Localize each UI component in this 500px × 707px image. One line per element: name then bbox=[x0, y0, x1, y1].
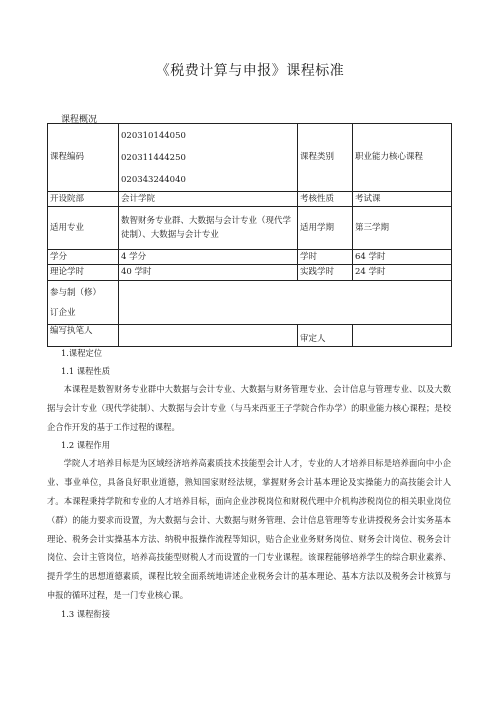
table-row bbox=[48, 281, 452, 325]
course-code: 020343244040 bbox=[121, 174, 186, 185]
term-label: 适用学期 bbox=[298, 207, 353, 250]
code-values bbox=[119, 124, 298, 192]
category-label: 课程类别 bbox=[298, 124, 353, 192]
course-overview-table bbox=[47, 123, 452, 347]
course-code: 020310144050 bbox=[121, 130, 186, 141]
table-row bbox=[48, 250, 452, 265]
major-value: 数智财务专业群、大数据与会计专业（现代学徒制）、大数据与会计专业 bbox=[119, 207, 298, 250]
participant-label bbox=[48, 281, 119, 325]
reviewer-label: 审定人 bbox=[298, 325, 353, 347]
dept-value: 会计学院 bbox=[119, 192, 298, 207]
table-row bbox=[48, 207, 452, 250]
participant-label-line: 参与制（修） bbox=[50, 287, 102, 298]
section-heading: 1.3 课程衔接 bbox=[61, 608, 111, 619]
term-value: 第三学期 bbox=[353, 207, 452, 250]
section-heading: 1.课程定位 bbox=[61, 348, 103, 358]
table-row bbox=[48, 265, 452, 281]
major-label: 适用专业 bbox=[48, 207, 119, 250]
credit-label: 学分 bbox=[48, 250, 119, 265]
participant-value bbox=[119, 281, 452, 325]
hours-value: 64 学时 bbox=[353, 250, 452, 265]
category-value: 职业能力核心课程 bbox=[353, 124, 452, 192]
dept-label: 开设院部 bbox=[48, 192, 119, 207]
overview-label: 课程概况 bbox=[61, 115, 98, 125]
theory-value: 40 学时 bbox=[119, 265, 298, 281]
practice-label: 实践学时 bbox=[298, 265, 353, 281]
section-heading: 1.1 课程性质 bbox=[61, 366, 111, 376]
paragraph: 学院人才培养目标是为区域经济培养高素质技术技能型会计人才，专业的人才培养目标是培养面向中小企业、事业单位，具备良好职业道德，熟知国家财经法规，掌握财务会计基本理论及实操能力的高技能会计人才。本课程秉持学院和专业的人才培养目标，面向企业涉税岗位和财税代理中介机构涉税岗位的相关职业岗位（群）的能力要求而设置，为大数据与会计、大数据与财务管理、会计信息管理等专业讲授税务会计实务基本理论、税务会计实操基本方法、纳税申报操作流程等知识，贴合企业业务财务岗位、财务会计岗位、税务会计岗位、会计主管岗位，培养高技能型财税人才而设置的一门专业课程。该课程能够培养学生的综合职业素养、提升学生的思想道德素质，课程比较全面系统地讲述企业税务会计的基本理论、基本方法以及税务会计核算与申报的循环过程，是一门专业核心课。 bbox=[47, 458, 451, 600]
section-heading: 1.2 课程作用 bbox=[61, 440, 111, 451]
hours-label: 学时 bbox=[298, 250, 353, 265]
paragraph: 本课程是数智财务专业群中大数据与会计专业、大数据与财务管理专业、会计信息与管理专业、以及大数据与会计专业（现代学徒制）、大数据与会计专业（与马来西亚王子学院合作办学）的职业能力核心课程；是校企合作开发的基于工作过程的课程。 bbox=[47, 384, 451, 432]
practice-value: 24 学时 bbox=[353, 265, 452, 281]
code-label: 课程编码 bbox=[48, 124, 119, 192]
document-title: 《税费计算与申报》课程标准 bbox=[155, 63, 345, 79]
theory-label: 理论学时 bbox=[48, 265, 119, 281]
writer-label: 编写执笔人 bbox=[48, 325, 119, 347]
table-row bbox=[48, 124, 452, 192]
exam-label: 考核性质 bbox=[298, 192, 353, 207]
body-text bbox=[47, 344, 451, 623]
table-row bbox=[48, 192, 452, 207]
course-code: 020311444250 bbox=[121, 152, 186, 163]
participant-label-line: 订企业 bbox=[50, 307, 76, 318]
credit-value: 4 学分 bbox=[119, 250, 298, 265]
exam-value: 考试课 bbox=[353, 192, 452, 207]
